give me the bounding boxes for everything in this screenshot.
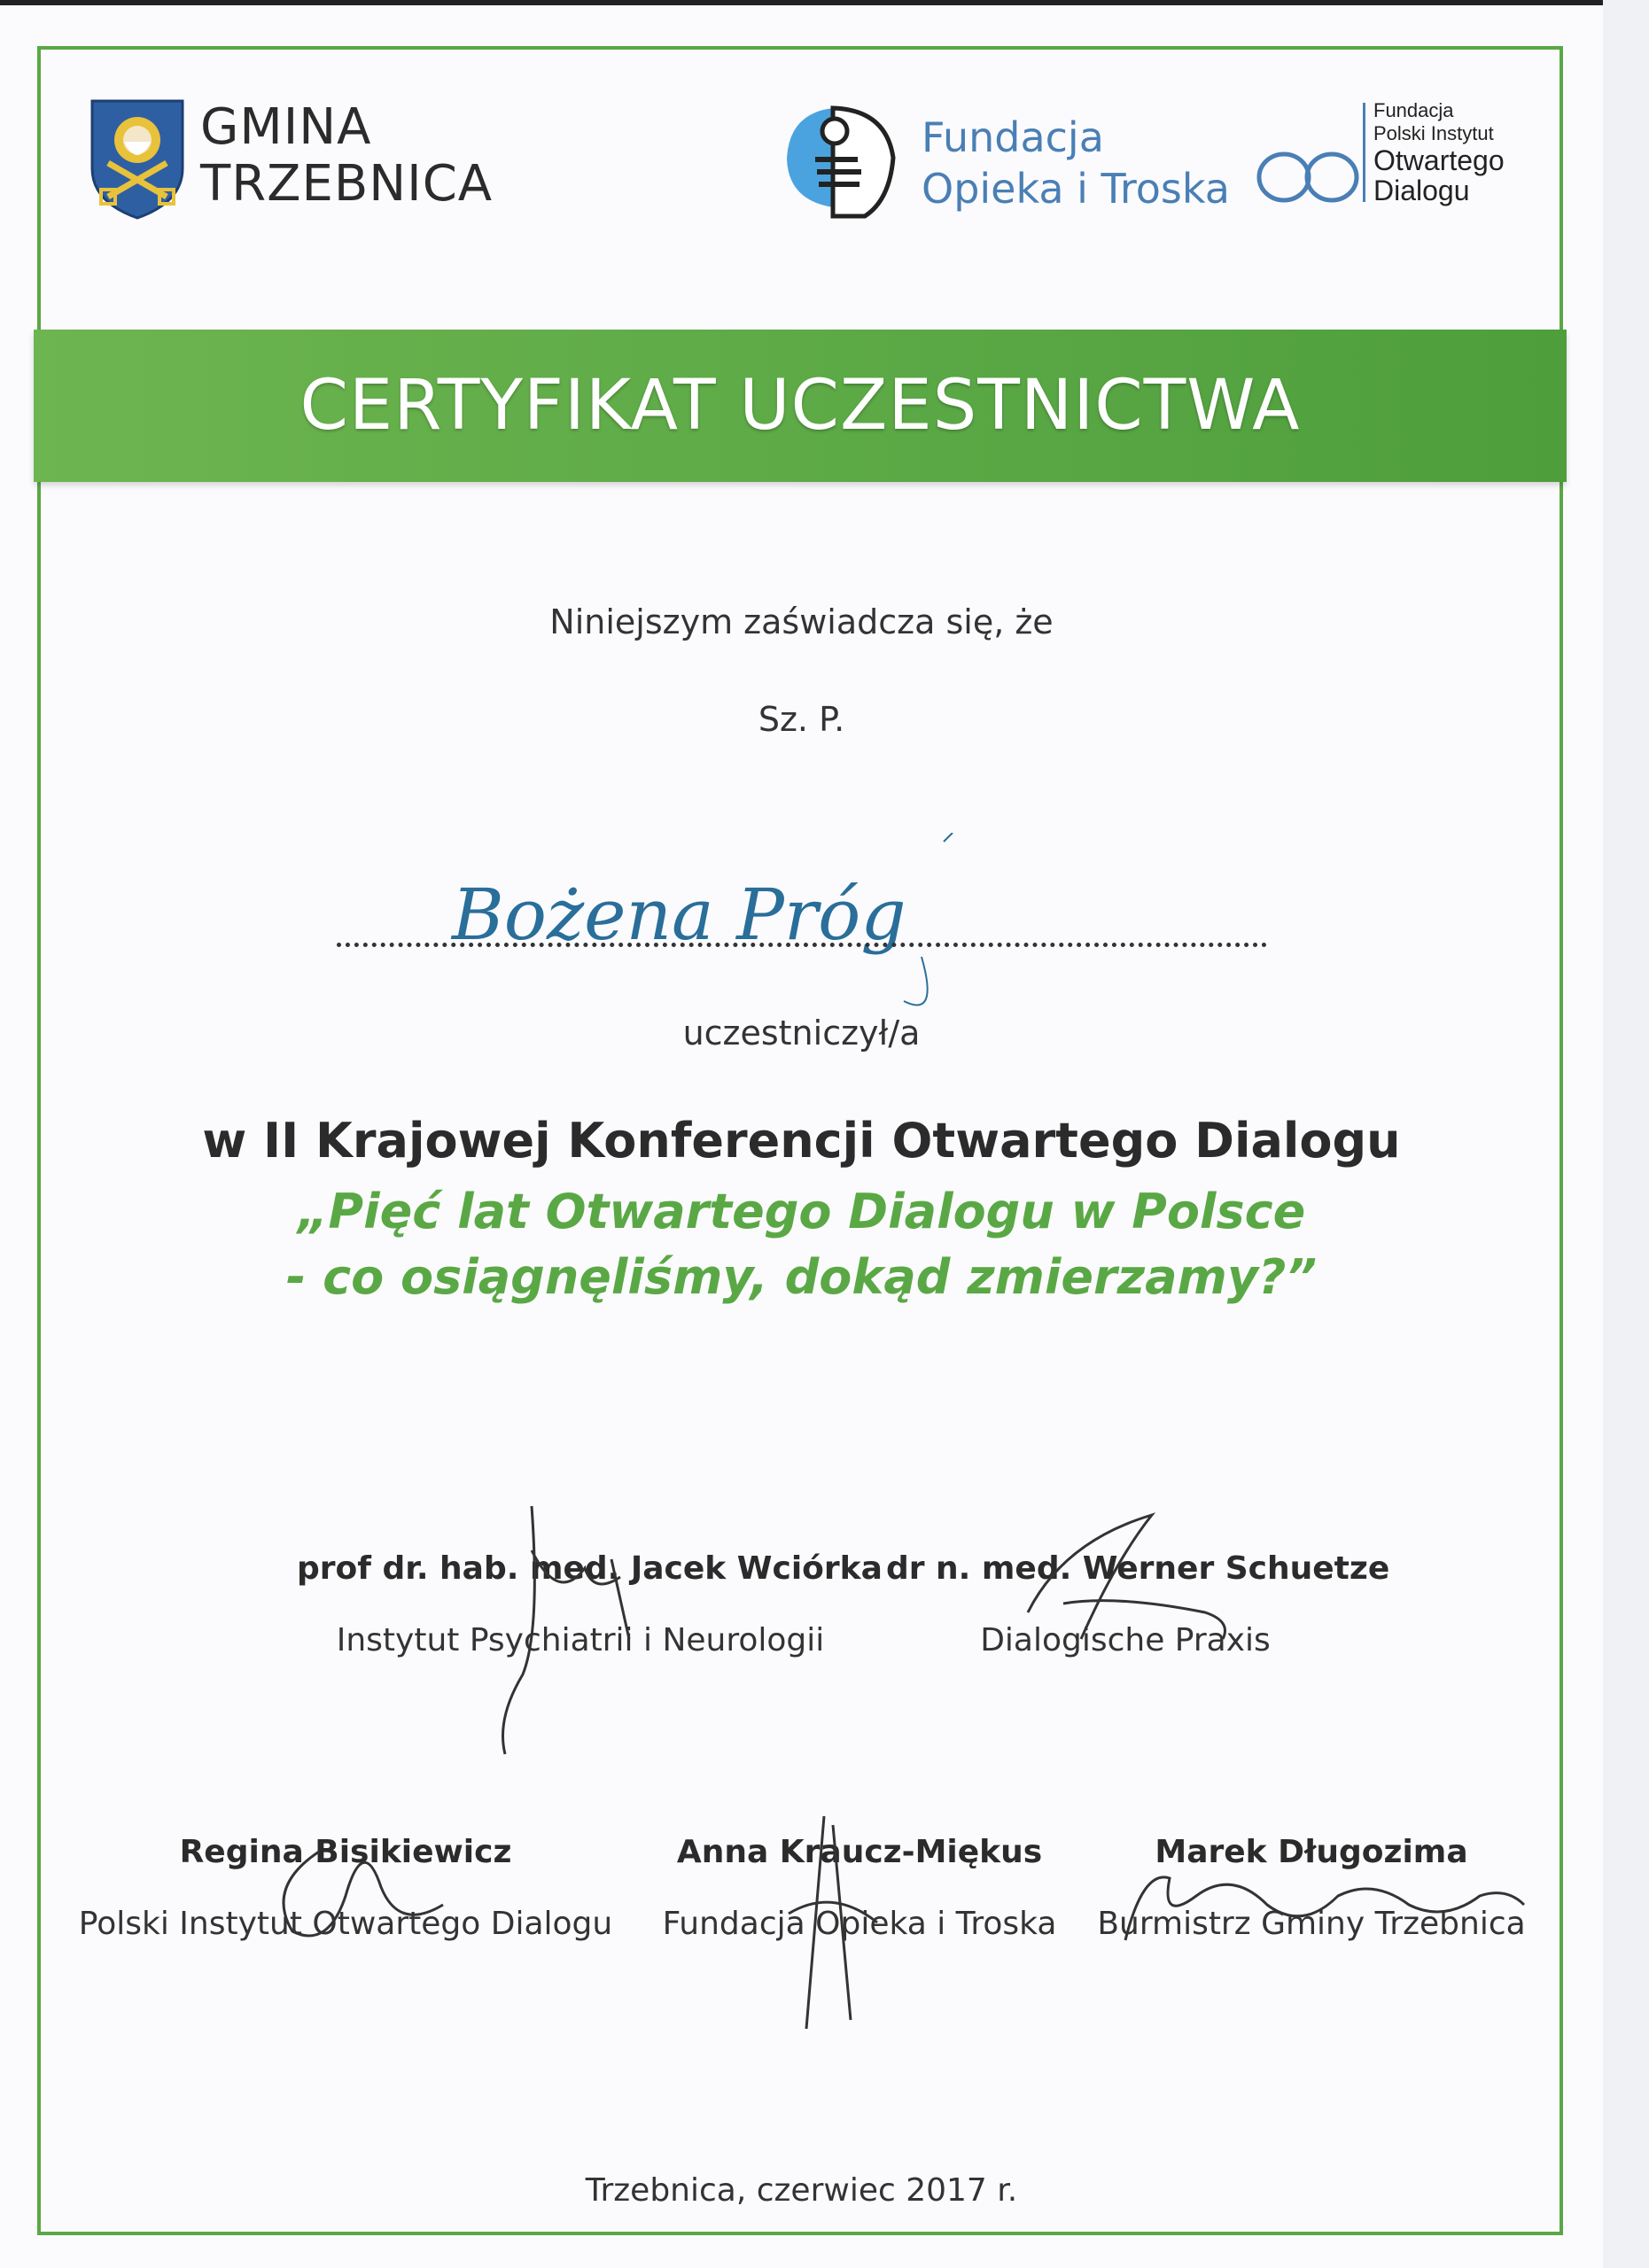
signature-wciorka — [478, 1497, 673, 1767]
conference-theme-line2: - co osiągnęliśmy, dokąd zmierzamy?” — [285, 1249, 1318, 1305]
fundacja-opieka-logo-text — [922, 112, 1230, 214]
gmina-logo-line1: GMINA — [200, 98, 372, 156]
instytut-logo-text — [1373, 99, 1505, 206]
scan-margin — [1603, 0, 1649, 2268]
salutation: Sz. P. — [758, 700, 845, 739]
signature-dlugozima — [1108, 1843, 1533, 1970]
participant-name: Bożena Próg — [452, 874, 906, 956]
signatory-organization: Burmistrz Gminy Trzebnica — [1097, 1906, 1526, 1942]
signature-bisikiewicz — [248, 1816, 478, 1961]
scan-edge — [0, 0, 1649, 5]
signatory-name: prof dr. hab. med. Jacek Wciórka — [297, 1550, 883, 1587]
signatory-name: dr n. med. Werner Schuetze — [886, 1550, 1390, 1587]
participated-text: uczestniczył/a — [682, 1014, 921, 1052]
signatory-organization: Polski Instytut Otwartego Dialogu — [78, 1906, 613, 1942]
signatory-organization: Instytut Psychiatrii i Neurologii — [336, 1622, 825, 1658]
od-logo-bar — [1363, 103, 1365, 202]
gmina-coat-of-arms-icon — [89, 97, 186, 225]
pi-line1: Fundacja — [1373, 99, 1454, 121]
participant-name-handwritten — [443, 833, 1010, 1022]
pi-line3: Otwartego — [1373, 144, 1505, 176]
gmina-logo-line2: TRZEBNICA — [200, 155, 494, 213]
signatory-name: Marek Długozima — [1155, 1834, 1468, 1870]
name-dotted-line — [337, 937, 1267, 947]
signature-schuetze — [1010, 1506, 1241, 1660]
fot-line2: Opieka i Troska — [922, 165, 1230, 213]
title-banner — [34, 330, 1567, 482]
pi-line4: Dialogu — [1373, 175, 1470, 206]
intro-text: Niniejszym zaświadcza się, że — [549, 602, 1054, 641]
gmina-logo-text — [200, 99, 493, 213]
certificate-title: CERTYFIKAT UCZESTNICTWA — [299, 366, 1301, 446]
conference-theme-line1: „Pięć lat Otwartego Dialogu w Polsce — [297, 1184, 1306, 1239]
fundacja-opieka-logo-icon — [780, 105, 913, 223]
signatory-organization: Fundacja Opieka i Troska — [662, 1906, 1057, 1942]
signatory-name: Regina Bisikiewicz — [179, 1834, 512, 1870]
place-date: Trzebnica, czerwiec 2017 r. — [585, 2172, 1018, 2209]
signatory-organization: Dialogische Praxis — [980, 1622, 1271, 1658]
fot-line1: Fundacja — [922, 113, 1104, 161]
conference-name: w II Krajowej Konferencji Otwartego Dialogu — [202, 1113, 1401, 1169]
pi-line2: Polski Instytut — [1373, 122, 1494, 144]
signatory-name: Anna Kraucz-Miękus — [676, 1834, 1043, 1870]
signature-kraucz — [771, 1807, 895, 2041]
od-logo-icon — [1254, 142, 1365, 216]
